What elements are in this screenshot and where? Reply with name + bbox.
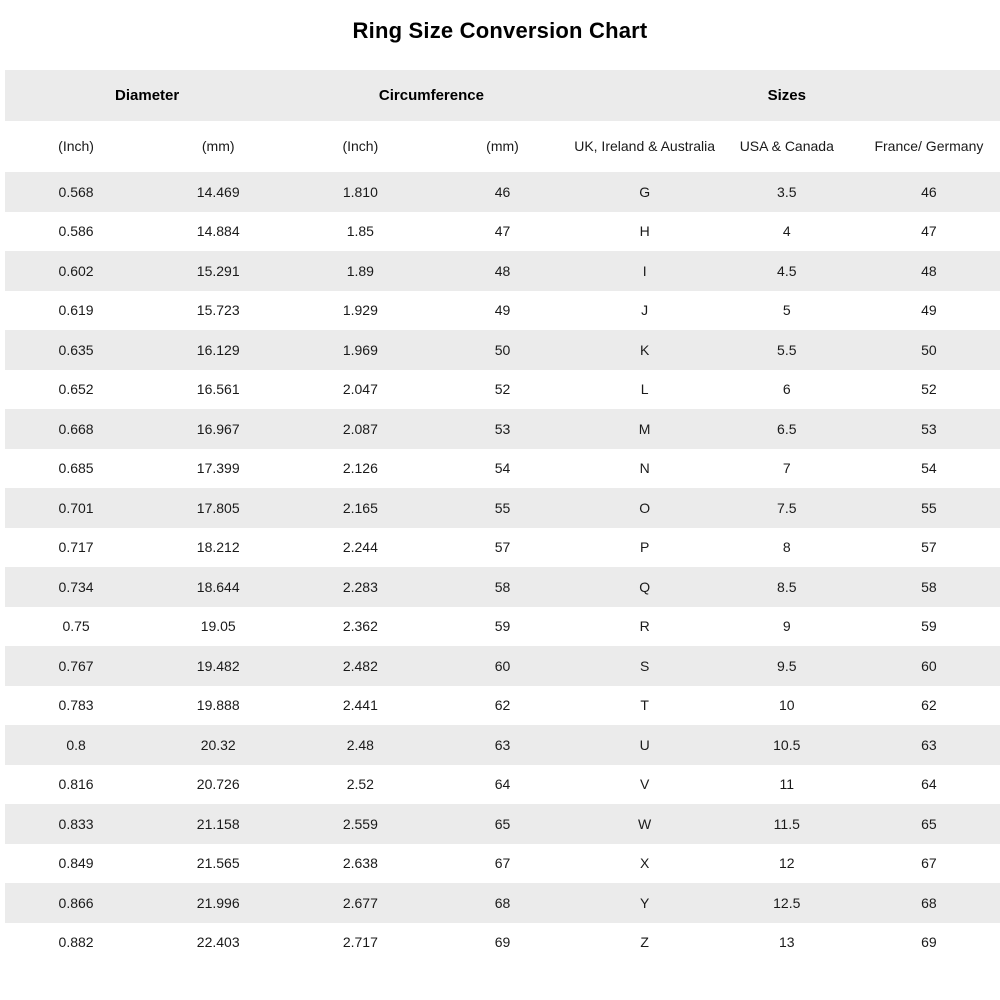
- table-cell: U: [574, 725, 716, 765]
- table-cell: 58: [431, 567, 573, 607]
- table-row: [5, 844, 1000, 884]
- table-cell: 16.561: [147, 370, 289, 410]
- table-cell: 6.5: [716, 409, 858, 449]
- table-cell: Q: [574, 567, 716, 607]
- page-title: Ring Size Conversion Chart: [352, 18, 648, 43]
- table-cell: 65: [858, 804, 1000, 844]
- table-cell: 0.701: [5, 488, 147, 528]
- table-cell: M: [574, 409, 716, 449]
- table-cell: 62: [858, 686, 1000, 726]
- table-cell: 10.5: [716, 725, 858, 765]
- table-cell: 0.783: [5, 686, 147, 726]
- table-cell: 2.717: [289, 923, 431, 963]
- table-cell: 60: [431, 646, 573, 686]
- table-cell: 53: [858, 409, 1000, 449]
- table-cell: 2.48: [289, 725, 431, 765]
- table-cell: 3.5: [716, 172, 858, 212]
- table-row: [5, 488, 1000, 528]
- table-row: [5, 923, 1000, 963]
- table-cell: 0.833: [5, 804, 147, 844]
- column-header-diameter-mm: (mm): [147, 121, 289, 172]
- table-cell: 48: [858, 251, 1000, 291]
- table-cell: 1.969: [289, 330, 431, 370]
- table-cell: R: [574, 607, 716, 647]
- table-body: [5, 172, 1000, 962]
- table-cell: L: [574, 370, 716, 410]
- table-cell: 21.158: [147, 804, 289, 844]
- table-cell: 0.717: [5, 528, 147, 568]
- table-cell: 67: [858, 844, 1000, 884]
- table-row: [5, 291, 1000, 331]
- table-cell: H: [574, 212, 716, 252]
- table-cell: 5: [716, 291, 858, 331]
- table-cell: 18.644: [147, 567, 289, 607]
- table-cell: 2.559: [289, 804, 431, 844]
- column-header-france-germany: France/ Germany: [858, 121, 1000, 172]
- table-cell: 15.291: [147, 251, 289, 291]
- table-cell: 0.635: [5, 330, 147, 370]
- table-cell: 17.399: [147, 449, 289, 489]
- table-cell: 0.652: [5, 370, 147, 410]
- table-cell: 7.5: [716, 488, 858, 528]
- table-cell: 49: [858, 291, 1000, 331]
- table-cell: 2.362: [289, 607, 431, 647]
- table-row: [5, 330, 1000, 370]
- table-cell: 7: [716, 449, 858, 489]
- table-cell: 2.047: [289, 370, 431, 410]
- table-cell: 13: [716, 923, 858, 963]
- table-row: [5, 449, 1000, 489]
- column-header-uk-ireland-australia: UK, Ireland & Australia: [574, 121, 716, 172]
- table-cell: 20.726: [147, 765, 289, 805]
- group-header-sizes: Sizes: [574, 70, 1000, 121]
- table-cell: 60: [858, 646, 1000, 686]
- table-cell: 2.677: [289, 883, 431, 923]
- table-row: [5, 686, 1000, 726]
- table-cell: O: [574, 488, 716, 528]
- table-cell: 46: [431, 172, 573, 212]
- table-cell: 14.884: [147, 212, 289, 252]
- table-row: [5, 646, 1000, 686]
- table-cell: 0.586: [5, 212, 147, 252]
- table-row: [5, 567, 1000, 607]
- table-cell: 58: [858, 567, 1000, 607]
- table-cell: 0.685: [5, 449, 147, 489]
- table-cell: T: [574, 686, 716, 726]
- group-header-diameter: Diameter: [5, 70, 289, 121]
- table-cell: S: [574, 646, 716, 686]
- table-row: [5, 607, 1000, 647]
- table-cell: 0.816: [5, 765, 147, 805]
- table-cell: 2.165: [289, 488, 431, 528]
- table-row: [5, 370, 1000, 410]
- table-cell: 4.5: [716, 251, 858, 291]
- column-header-circumference-mm: (mm): [431, 121, 573, 172]
- table-cell: 2.283: [289, 567, 431, 607]
- table-cell: 54: [431, 449, 573, 489]
- table-cell: V: [574, 765, 716, 805]
- table-cell: 1.929: [289, 291, 431, 331]
- table-cell: 52: [431, 370, 573, 410]
- table-cell: 12: [716, 844, 858, 884]
- table-cell: Y: [574, 883, 716, 923]
- conversion-table: [5, 70, 1000, 962]
- table-cell: 4: [716, 212, 858, 252]
- table-cell: 69: [858, 923, 1000, 963]
- table-cell: 0.882: [5, 923, 147, 963]
- table-cell: 1.89: [289, 251, 431, 291]
- table-cell: 9.5: [716, 646, 858, 686]
- table-cell: 21.996: [147, 883, 289, 923]
- table-row: [5, 765, 1000, 805]
- table-cell: 18.212: [147, 528, 289, 568]
- table-header: [5, 70, 1000, 172]
- table-cell: 52: [858, 370, 1000, 410]
- table-cell: 62: [431, 686, 573, 726]
- table-cell: 0.568: [5, 172, 147, 212]
- table-cell: 59: [431, 607, 573, 647]
- table-cell: 16.129: [147, 330, 289, 370]
- table-cell: 48: [431, 251, 573, 291]
- table-cell: 57: [431, 528, 573, 568]
- table-cell: Z: [574, 923, 716, 963]
- group-header-row: [5, 70, 1000, 121]
- table-cell: 2.482: [289, 646, 431, 686]
- table-cell: 19.482: [147, 646, 289, 686]
- table-row: [5, 409, 1000, 449]
- table-cell: 46: [858, 172, 1000, 212]
- table-cell: 2.244: [289, 528, 431, 568]
- table-cell: 63: [431, 725, 573, 765]
- table-cell: I: [574, 251, 716, 291]
- table-cell: 19.888: [147, 686, 289, 726]
- group-header-circumference: Circumference: [289, 70, 573, 121]
- table-cell: 64: [431, 765, 573, 805]
- table-cell: 63: [858, 725, 1000, 765]
- table-cell: 65: [431, 804, 573, 844]
- table-cell: 0.8: [5, 725, 147, 765]
- column-header-usa-canada: USA & Canada: [716, 121, 858, 172]
- table-cell: 53: [431, 409, 573, 449]
- table-cell: 5.5: [716, 330, 858, 370]
- table-cell: 17.805: [147, 488, 289, 528]
- table-cell: 0.75: [5, 607, 147, 647]
- column-header-diameter-inch: (Inch): [5, 121, 147, 172]
- table-cell: 15.723: [147, 291, 289, 331]
- table-cell: 0.619: [5, 291, 147, 331]
- table-cell: 11: [716, 765, 858, 805]
- table-cell: 8: [716, 528, 858, 568]
- table-cell: 14.469: [147, 172, 289, 212]
- table-cell: 47: [431, 212, 573, 252]
- table-cell: 19.05: [147, 607, 289, 647]
- table-cell: W: [574, 804, 716, 844]
- table-cell: 49: [431, 291, 573, 331]
- table-cell: 0.849: [5, 844, 147, 884]
- table-row: [5, 883, 1000, 923]
- table-cell: 69: [431, 923, 573, 963]
- table-cell: 50: [858, 330, 1000, 370]
- table-cell: 8.5: [716, 567, 858, 607]
- table-cell: 0.866: [5, 883, 147, 923]
- table-row: [5, 251, 1000, 291]
- table-cell: 6: [716, 370, 858, 410]
- column-header-row: [5, 121, 1000, 172]
- table-cell: 64: [858, 765, 1000, 805]
- table-cell: 68: [431, 883, 573, 923]
- table-cell: 55: [431, 488, 573, 528]
- table-cell: N: [574, 449, 716, 489]
- table-cell: 2.441: [289, 686, 431, 726]
- table-cell: 0.602: [5, 251, 147, 291]
- table-cell: 16.967: [147, 409, 289, 449]
- table-cell: 54: [858, 449, 1000, 489]
- table-cell: 21.565: [147, 844, 289, 884]
- table-row: [5, 528, 1000, 568]
- table-cell: 2.52: [289, 765, 431, 805]
- column-header-circumference-inch: (Inch): [289, 121, 431, 172]
- table-cell: 22.403: [147, 923, 289, 963]
- table-cell: 0.734: [5, 567, 147, 607]
- table-cell: P: [574, 528, 716, 568]
- table-cell: 67: [431, 844, 573, 884]
- table-cell: 2.087: [289, 409, 431, 449]
- table-cell: 55: [858, 488, 1000, 528]
- table-cell: K: [574, 330, 716, 370]
- table-row: [5, 804, 1000, 844]
- table-cell: J: [574, 291, 716, 331]
- table-cell: 20.32: [147, 725, 289, 765]
- table-cell: 2.126: [289, 449, 431, 489]
- table-row: [5, 172, 1000, 212]
- table-cell: 9: [716, 607, 858, 647]
- table-cell: X: [574, 844, 716, 884]
- table-cell: 1.810: [289, 172, 431, 212]
- table-cell: 12.5: [716, 883, 858, 923]
- table-cell: 2.638: [289, 844, 431, 884]
- table-cell: 59: [858, 607, 1000, 647]
- table-cell: 57: [858, 528, 1000, 568]
- table-cell: 1.85: [289, 212, 431, 252]
- table-cell: 47: [858, 212, 1000, 252]
- table-cell: 10: [716, 686, 858, 726]
- table-row: [5, 725, 1000, 765]
- table-cell: 0.668: [5, 409, 147, 449]
- table-cell: 0.767: [5, 646, 147, 686]
- table-cell: 50: [431, 330, 573, 370]
- table-cell: G: [574, 172, 716, 212]
- table-cell: 11.5: [716, 804, 858, 844]
- table-row: [5, 212, 1000, 252]
- table-cell: 68: [858, 883, 1000, 923]
